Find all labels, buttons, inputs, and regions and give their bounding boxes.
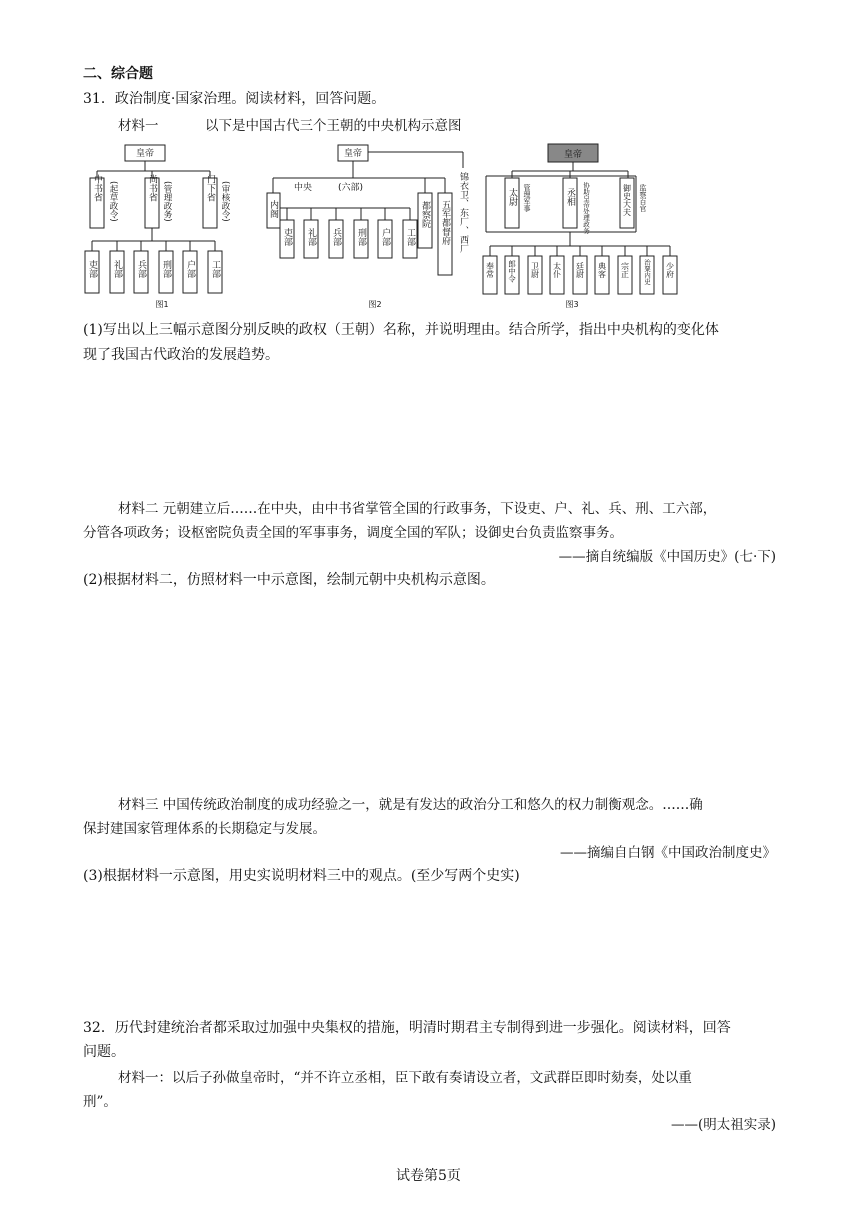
fig1-bu-3: 刑部 [161,260,171,278]
fig1-bu-5: 工部 [210,260,220,278]
fig3-qing-5: 典客 [597,262,607,278]
m1-label: 材料一 [118,118,159,134]
fig1-caption: 图1 [155,300,169,309]
q32-line1: 32．历代封建统治者都采取过加强中央集权的措施，明清时期君主专制得到进一步强化。阅读材料，回答 [83,1020,731,1036]
m2-source: ——摘自统编版《中国历史》(七·下) [558,549,776,565]
fig2-neige: 内阁 [268,200,278,218]
fig2-bu-2: 兵部 [331,228,341,246]
fig3-qing-8: 少府 [665,262,675,278]
fig2-zhongyang: 中央 [294,183,313,193]
fig2-bu-3: 刑部 [356,228,366,246]
fig2-bu-0: 吏部 [282,228,292,246]
fig1-emperor: 皇帝 [135,149,155,159]
fig2-diagram [267,145,463,275]
q32-m1-line2: 刑”。 [83,1094,117,1110]
fig1-sheng-2: 门下省 [205,174,215,202]
fig1-diagram [85,145,222,293]
q32-line2: 问题。 [83,1044,125,1060]
m2-line2: 分管各项政务；设枢密院负责全国的军事事务，调度全国的军队；设御史台负责监察事务。 [83,525,623,541]
section-title: 二、综合题 [83,66,153,82]
fig3-qing-6: 宗正 [620,262,630,278]
fig3-qing-2: 卫尉 [530,262,540,278]
q31-p1-line1: (1)写出以上三幅示意图分别反映的政权（王朝）名称，并说明理由。结合所学，指出中央机构的变化体 [83,322,719,338]
fig3-qing-0: 奉常 [485,262,495,278]
fig1-note-0: (起草政令) [108,181,118,222]
fig3-qing-7: 治粟内史 [643,259,651,285]
fig3-note-2: 监察百官 [639,184,647,212]
m2-line1: 材料二 元朝建立后……在中央，由中书省掌管全国的行政事务，下设吏、户、礼、兵、刑、工六部， [118,501,717,517]
fig1-bu-4: 户部 [185,260,195,278]
fig3-qing-1: 郎中令 [507,260,517,283]
q31-intro: 31．政治制度·国家治理。阅读材料，回答问题。 [83,91,386,107]
figures-area [80,138,700,313]
fig2-duchayuan: 都察院 [420,201,430,228]
q31-p2: (2)根据材料二，仿照材料一中示意图，绘制元朝中央机构示意图。 [83,572,495,588]
fig2-bu-5: 工部 [405,228,415,246]
fig1-bu-2: 兵部 [136,260,146,278]
fig2-bu-1: 礼部 [306,228,316,246]
m3-source: ——摘编自白钢《中国政治制度史》 [560,845,776,861]
m1-text: 以下是中国古代三个王朝的中央机构示意图 [205,118,462,134]
fig2-caption: 图2 [368,300,382,309]
fig1-note-2: (审核政令) [220,181,230,222]
fig1-sheng-1: 尚书省 [147,174,157,202]
fig2-emperor: 皇帝 [343,149,363,159]
q32-m1-source: ——(明太祖实录) [670,1117,776,1133]
fig1-note-1: (管理政务) [162,181,172,222]
q32-m1-line1: 材料一：以后子孙做皇帝时，“并不许立丞相，臣下敢有奏请设立者，文武群臣即时劾奏，处以重 [118,1070,692,1086]
page-footer: 试卷第5页 [396,1168,461,1184]
fig3-qing-4: 廷尉 [575,262,585,278]
fig2-jinyiwei: 锦衣卫、东厂、西厂 [458,172,468,253]
fig3-note-0: 管理军事 [523,184,531,212]
fig1-bu-1: 礼部 [112,260,122,278]
fig1-sheng-0: 中书省 [92,174,102,202]
fig1-bu-0: 吏部 [87,260,97,278]
fig3-caption: 图3 [565,300,579,309]
q31-p3: (3)根据材料一示意图，用史实说明材料三中的观点。(至少写两个史实) [83,868,520,884]
fig3-top-0: 太尉 [507,188,517,206]
fig3-top-1: 丞相 [565,188,575,206]
m3-line1: 材料三 中国传统政治制度的成功经验之一，就是有发达的政治分工和悠久的权力制衡观念。……确 [118,797,703,813]
fig2-bu-4: 户部 [380,228,390,246]
m3-line2: 保封建国家管理体系的长期稳定与发展。 [83,821,326,837]
fig3-top-2: 御史大夫 [622,184,632,216]
fig3-emperor: 皇帝 [563,150,583,160]
fig3-note-1: 协助皇帝处理政务 [582,182,590,234]
fig2-liubu: (六部) [338,183,364,193]
fig3-qing-3: 太仆 [552,262,562,278]
q31-p1-line2: 现了我国古代政治的发展趋势。 [83,347,279,363]
fig2-wujun: 五军都督府 [440,200,450,245]
